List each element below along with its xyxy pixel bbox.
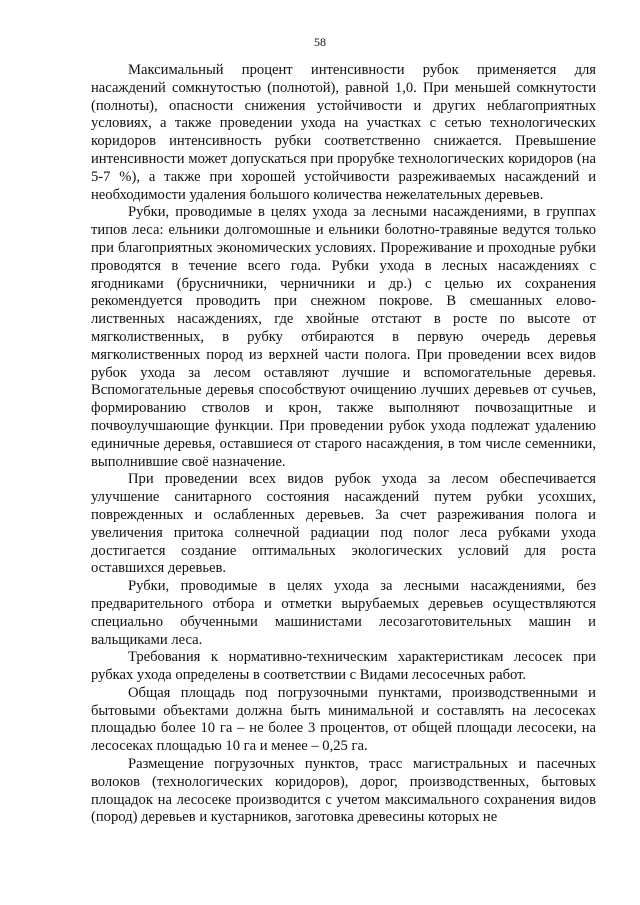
- paragraph: Общая площадь под погрузочными пунктами, производственными и бытовыми объектами должна быть минимальной и составлять на лесосеках площадью более 10 га – не более 3 процентов, от общей площади лесосеки, на лесосеках площадью 10 га и менее – 0,25 га.: [91, 684, 596, 755]
- body-text: [91, 62, 596, 827]
- paragraph: Максимальный процент интенсивности рубок применяется для насаждений сомкнутостью (полнотой), равной 1,0. При меньшей сомкнутости (полноты), опасности снижения устойчивости и других неблагоприятных условиях, а также проведении ухода на участках с сетью технологических коридоров интенсивность рубки соответственно снижается. Превышение интенсивности может допускаться при прорубке технологических коридоров (на 5-7 %), а также при хорошей устойчивости разреживаемых насаждений и необходимости удаления большого количества нежелательных деревьев.: [91, 62, 596, 203]
- paragraph: Рубки, проводимые в целях ухода за лесными насаждениями, в группах типов леса: ельники долгомошные и ельники болотно-травяные ведутся только при благоприятных экономических условиях. Прореживание и проходные рубки проводятся в течение всего года. Рубки ухода в лесных насаждениях с ягодниками (брусничники, черничники и др.) с целью их сохранения рекомендуется проводить при снежном покрове. В смешанных елово-лиственных насаждениях, где хвойные отстают в росте по высоте от мягколиственных, в рубку отбираются в первую очередь деревья мягколиственных пород из верхней части полога. При проведении всех видов рубок ухода за лесом оставляют лучшие и вспомогательные деревья. Вспомогательные деревья способствуют очищению лучших деревьев от сучьев, формированию стволов и крон, также выполняют почвозащитные и почвоулучшающие функции. При проведении рубок ухода подлежат удалению единичные деревья, оставшиеся от старого насаждения, в том числе семенники, выполнившие своё назначение.: [91, 204, 596, 470]
- paragraph: При проведении всех видов рубок ухода за лесом обеспечивается улучшение санитарного состояния насаждений путем рубки усохших, поврежденных и ослабленных деревьев. За счет разреживания полога и увеличения притока солнечной радиации под полог леса рубками ухода достигается создание оптимальных экологических условий для роста оставшихся деревьев.: [91, 471, 596, 577]
- paragraph: Размещение погрузочных пунктов, трасс магистральных и пасечных волоков (технологических коридоров), дорог, производственных, бытовых площадок на лесосеке производится с учетом максимального сохранения видов (пород) деревьев и кустарников, заготовка древесины которых не: [91, 756, 596, 826]
- page-number: 58: [314, 35, 326, 49]
- paragraph: Рубки, проводимые в целях ухода за лесными насаждениями, без предварительного отбора и отметки вырубаемых деревьев осуществляются специально обученными машинистами лесозаготовительных машин и вальщиками леса.: [91, 578, 596, 648]
- paragraph: Требования к нормативно-техническим характеристикам лесосек при рубках ухода определены в соответствии с Видами лесосечных работ.: [91, 649, 596, 684]
